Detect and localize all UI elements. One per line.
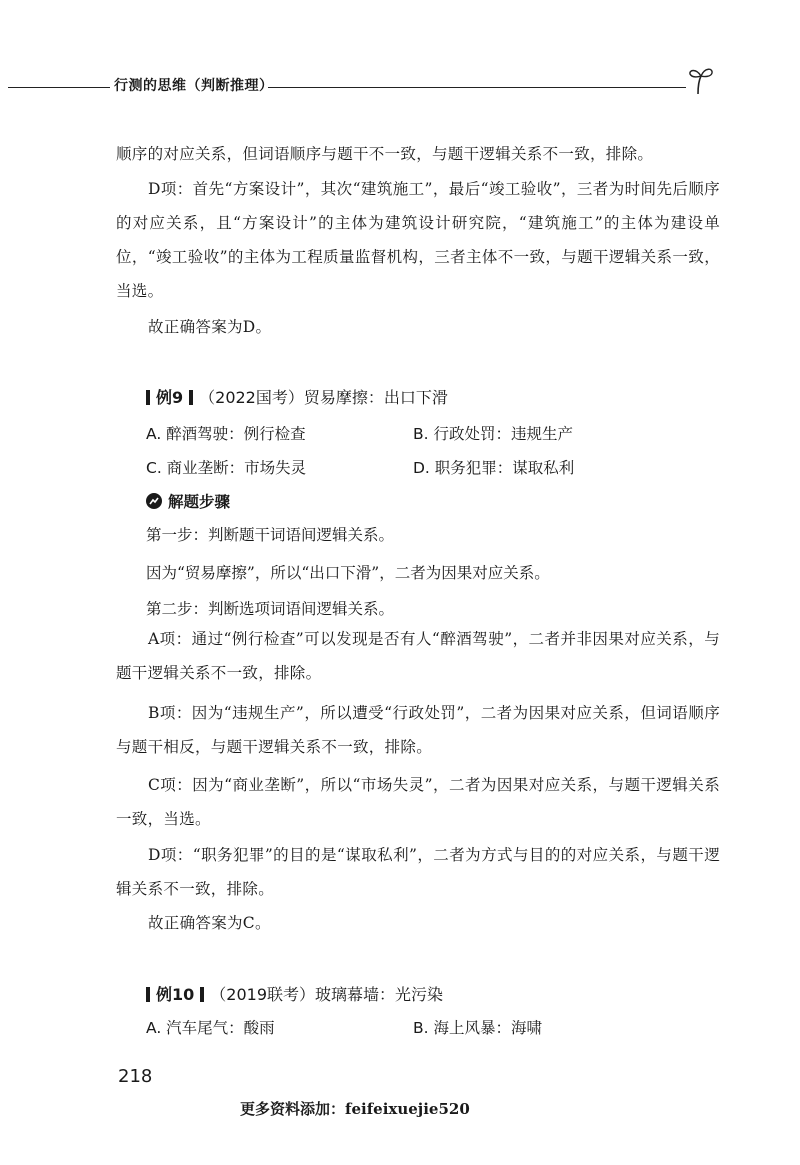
running-header (0, 70, 800, 100)
example-10-title (146, 982, 443, 1005)
paragraph: 顺序的对应关系，但词语顺序与题干不一致，与题干逻辑关系不一致，排除。 (116, 145, 654, 163)
paragraph: 故正确答案为D。 (148, 318, 272, 336)
header-rule-right (268, 87, 686, 88)
paragraph: D项：首先“方案设计”，其次“建筑施工”，最后“竣工验收”，三者为时间先后顺序的对应关系，且“方案设计”的主体为建筑设计研究院，“建筑施工”的主体为建设单位，“竣工验收”的主体为工程质量监督机构，三者主体不一致，与题干逻辑关系一致，当选。 (116, 180, 720, 300)
solution-line: 第一步：判断题干词语间逻辑关系。 (146, 526, 395, 544)
footer-note: 更多资料添加：feifeixuejie520 (240, 1100, 470, 1118)
bar-marker (146, 390, 150, 405)
analysis-paragraph: A项：通过“例行检查”可以发现是否有人“醉酒驾驶”，二者并非因果对应关系，与题干逻辑关系不一致，排除。 (116, 630, 720, 682)
example-label: 例10 (156, 985, 195, 1004)
analysis-paragraph: C项：因为“商业垄断”，所以“市场失灵”，二者为因果对应关系，与题干逻辑关系一致，当选。 (116, 776, 720, 828)
header-rule-left (8, 87, 110, 88)
page-number: 218 (118, 1066, 153, 1087)
option-d: D. 职务犯罪：谋取私利 (413, 459, 575, 477)
analysis-paragraph: B项：因为“违规生产”，所以遭受“行政处罚”，二者为因果对应关系，但词语顺序与题干相反，与题干逻辑关系不一致，排除。 (116, 704, 720, 756)
example-source: （2019联考）玻璃幕墙：光污染 (210, 985, 444, 1004)
steps-title: 解题步骤 (168, 493, 231, 511)
bar-marker (200, 987, 204, 1002)
option-a: A. 汽车尾气：酸雨 (146, 1019, 275, 1037)
example-label: 例9 (156, 388, 184, 407)
sprout-icon (686, 64, 716, 98)
option-b: B. 行政处罚：违规生产 (413, 425, 573, 443)
solution-line: 第二步：判断选项词语间逻辑关系。 (146, 600, 395, 618)
header-title: 行测的思维（判断推理） (114, 78, 274, 94)
bar-marker (189, 390, 193, 405)
steps-heading (146, 490, 230, 512)
bar-marker (146, 987, 150, 1002)
option-c: C. 商业垄断：市场失灵 (146, 459, 307, 477)
steps-icon (146, 493, 162, 509)
example-9-title (146, 385, 448, 408)
example-source: （2022国考）贸易摩擦：出口下滑 (199, 388, 448, 407)
analysis-paragraph: 故正确答案为C。 (148, 914, 271, 932)
option-a: A. 醉酒驾驶：例行检查 (146, 425, 306, 443)
analysis-paragraph: D项：“职务犯罪”的目的是“谋取私利”，二者为方式与目的的对应关系，与题干逻辑关系不一致，排除。 (116, 846, 720, 898)
option-b: B. 海上风暴：海啸 (413, 1019, 542, 1037)
solution-line: 因为“贸易摩擦”，所以“出口下滑”，二者为因果对应关系。 (146, 564, 550, 582)
